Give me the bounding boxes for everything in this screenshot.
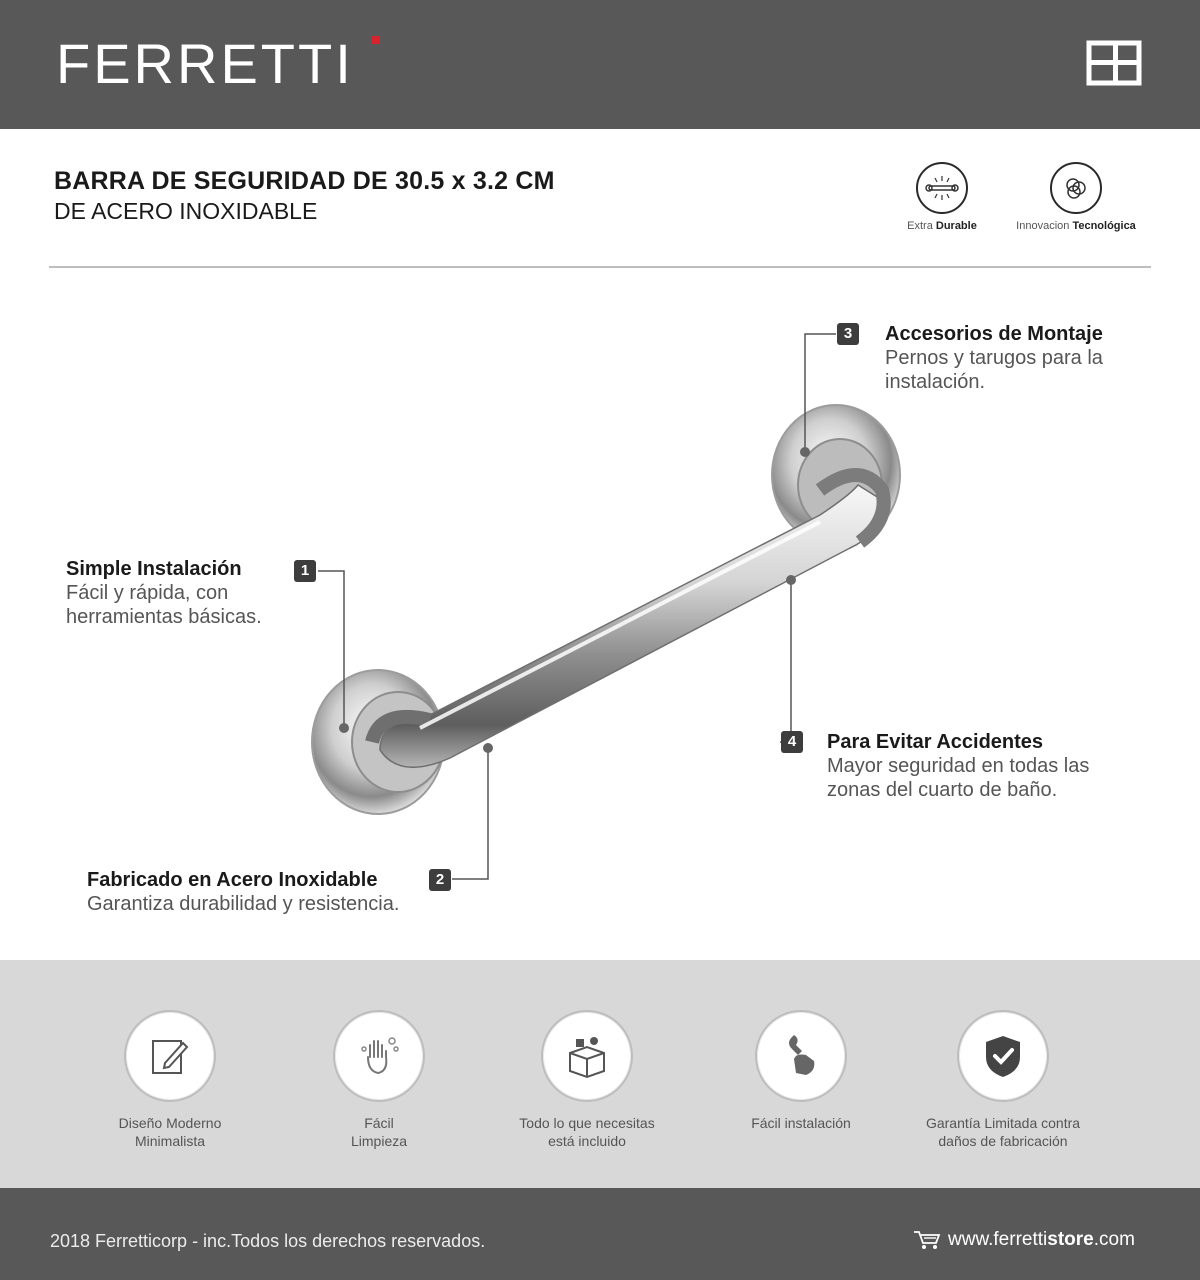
product-heading [54, 166, 555, 226]
feature-diseno-moderno [60, 1010, 280, 1150]
callout-evitar-accidentes [827, 730, 1089, 802]
store-link[interactable] [912, 1229, 1135, 1251]
ferretti-monogram-icon [1086, 40, 1142, 86]
callout-text: Pernos y tarugos para la [885, 347, 1103, 369]
feature-garantia-limitada [893, 1010, 1113, 1150]
callout-number-1: 1 [294, 560, 316, 582]
callout-text: Fácil y rápida, con [66, 582, 229, 604]
site-suffix: .com [1093, 1229, 1135, 1250]
callout-acero-inoxidable [87, 868, 399, 916]
feature-label: Garantía Limitada contra daños de fabricación [925, 1115, 1081, 1149]
site-prefix: www.ferretti [948, 1229, 1048, 1250]
product-subtitle: DE ACERO INOXIDABLE [54, 198, 318, 224]
callout-text: Mayor seguridad en todas las [827, 755, 1090, 777]
feature-todo-incluido [477, 1010, 697, 1150]
callout-title: Fabricado en Acero Inoxidable [87, 869, 378, 891]
badge-label-prefix: Innovacion [1016, 220, 1073, 232]
callout-number-3: 3 [837, 323, 859, 345]
section-divider [49, 266, 1151, 268]
badge-label-prefix: Extra [907, 220, 936, 232]
technology-circles-icon [1052, 164, 1100, 212]
callout-accesorios-montaje [885, 322, 1103, 394]
feature-label: Fácil Limpieza [350, 1115, 408, 1149]
feature-label: Diseño Moderno Minimalista [118, 1115, 222, 1149]
open-box-icon [562, 1031, 612, 1081]
site-bold: store [1047, 1229, 1094, 1250]
copyright-text: 2018 Ferretticorp - inc.Todos los derechos reservados. [50, 1231, 486, 1251]
pencil-square-icon [145, 1031, 195, 1081]
badge-label-bold: Tecnológica [1072, 220, 1136, 232]
brand-logo-accent [372, 36, 380, 44]
brand-logo[interactable]: FERRETTI [56, 32, 354, 95]
callout-title: Simple Instalación [66, 558, 242, 580]
badge-label-bold: Durable [935, 220, 977, 232]
callout-title: Para Evitar Accidentes [827, 731, 1044, 753]
hand-bubbles-icon [354, 1031, 404, 1081]
badge-extra-durable [902, 162, 982, 232]
callout-text: zonas del cuarto de baño. [827, 779, 1058, 801]
callout-number-2: 2 [429, 869, 451, 891]
badge-innovacion-tecnologica [1010, 162, 1142, 232]
product-title: BARRA DE SEGURIDAD DE 30.5 x 3.2 CM [54, 167, 555, 195]
feature-facil-limpieza [269, 1010, 489, 1150]
feature-facil-instalacion [691, 1010, 911, 1132]
shopping-cart-icon [912, 1229, 942, 1251]
callout-title: Accesorios de Montaje [885, 323, 1103, 345]
durable-bar-icon [918, 164, 966, 212]
shield-check-icon [978, 1031, 1028, 1081]
callout-simple-instalacion [66, 557, 262, 629]
callout-number-4: 4 [781, 731, 803, 753]
callout-text: Garantiza durabilidad y resistencia. [87, 893, 400, 915]
feature-label: Fácil instalación [751, 1115, 851, 1131]
callout-text: instalación. [885, 371, 986, 393]
feature-label: Todo lo que necesitas está incluido [519, 1115, 655, 1149]
callout-text: herramientas básicas. [66, 606, 262, 628]
wrench-hand-icon [776, 1031, 826, 1081]
